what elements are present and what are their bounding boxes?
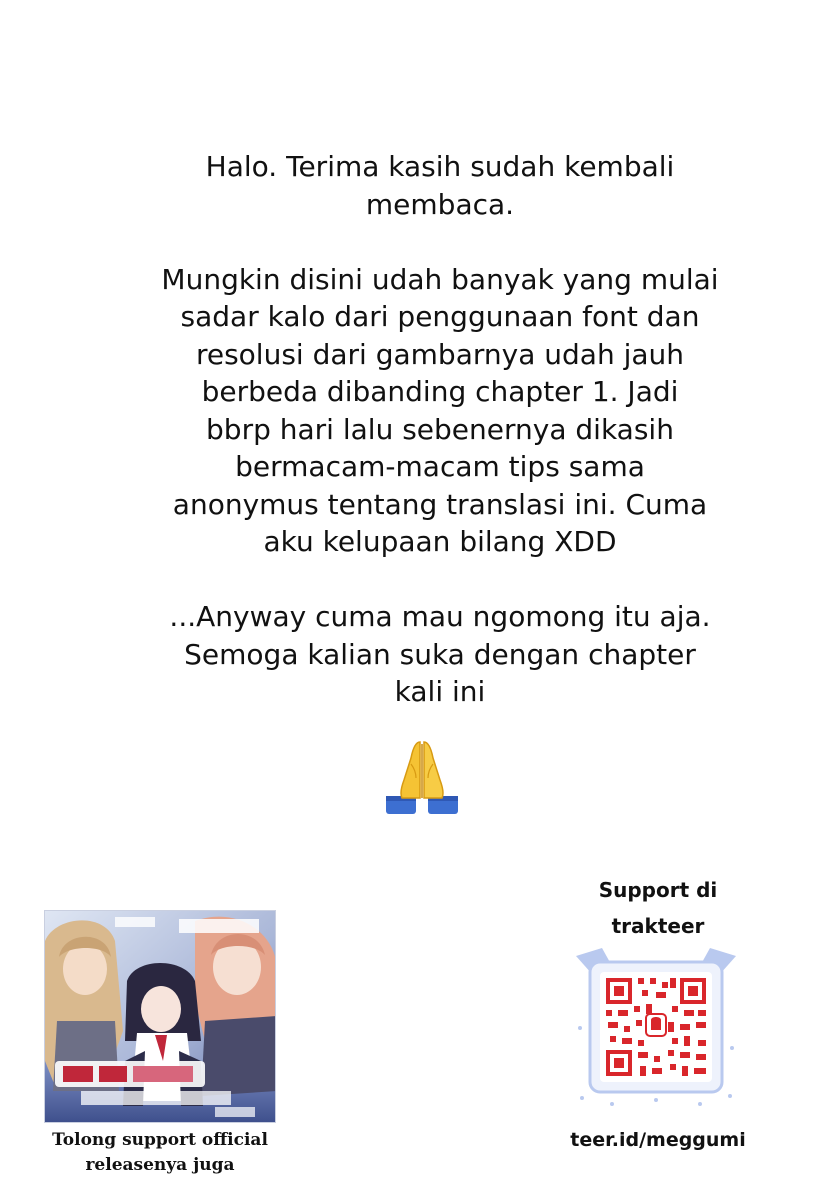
message-line: Halo. Terima kasih sudah kembali — [205, 150, 675, 183]
support-title — [560, 872, 756, 944]
message-text-block — [150, 148, 730, 711]
message-line: bermacam-macam tips sama — [235, 450, 645, 483]
message-line: Mungkin disini udah banyak yang mulai — [161, 262, 719, 296]
folded-hands-icon — [380, 738, 464, 818]
trakteer-link[interactable]: teer.id/meggumi — [570, 1129, 746, 1151]
support-title-line: Support di — [598, 878, 718, 902]
caption-line: releasenya juga — [85, 1155, 235, 1175]
official-support-caption — [20, 1128, 300, 1178]
message-line: bbrp hari lalu sebenernya dikasih — [206, 412, 674, 446]
trakteer-qr-code[interactable] — [572, 948, 740, 1110]
message-line: kali ini — [394, 675, 486, 708]
support-title-line: trakteer — [611, 914, 705, 938]
message-line: berbeda dibanding chapter 1. Jadi — [201, 375, 679, 408]
official-release-cover-image — [44, 910, 276, 1123]
caption-line: Tolong support official — [52, 1130, 268, 1150]
message-line: ...Anyway cuma mau ngomong itu aja. — [169, 600, 711, 633]
message-line: resolusi dari gambarnya udah jauh — [195, 337, 685, 371]
paragraph-gap — [150, 561, 730, 599]
message-line: aku kelupaan bilang XDD — [263, 525, 617, 558]
message-line: Semoga kalian suka dengan chapter — [184, 637, 696, 671]
message-line: membaca. — [365, 187, 515, 221]
paragraph-gap — [150, 223, 730, 261]
message-line: sadar kalo dari penggunaan font dan — [180, 300, 700, 333]
message-line: anonymus tentang translasi ini. Cuma — [172, 487, 708, 521]
